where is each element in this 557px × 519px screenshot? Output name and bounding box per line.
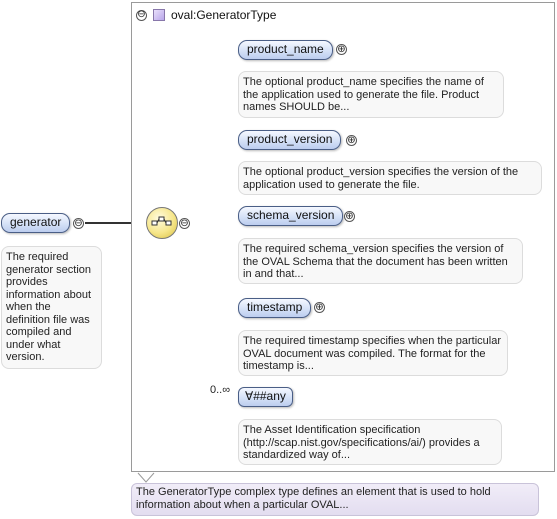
schema-version-doc [238, 238, 523, 284]
timestamp-expand-icon[interactable]: ⊕ [315, 301, 324, 313]
element-product-version-label: product_version [247, 132, 333, 146]
sequence-compositor[interactable] [146, 207, 178, 239]
element-product-name-label: product_name [247, 42, 324, 56]
root-element[interactable] [1, 213, 70, 233]
product-version-doc-text: The optional product_version specifies the version of the application used to generate the file. [243, 166, 519, 191]
doc-callout-pointer [138, 473, 154, 482]
root-doc-text: The required generator section provides information about when the definition file was compiled and under what version. [6, 251, 91, 363]
product-version-doc [238, 161, 542, 195]
element-schema-version-label: schema_version [247, 208, 335, 222]
root-doc [1, 246, 102, 369]
sequence-collapse-icon[interactable]: ⊖ [180, 217, 189, 229]
product-version-expand-icon[interactable]: ⊕ [347, 134, 356, 146]
root-collapse-icon[interactable]: ⊖ [74, 217, 83, 229]
element-any-label: ∀##any [245, 389, 286, 403]
timestamp-doc [238, 330, 508, 376]
element-product-name[interactable] [238, 40, 333, 60]
any-cardinality: 0..∞ [210, 384, 231, 396]
type-header [136, 7, 276, 23]
schema-version-doc-text: The required schema_version specifies the version of the OVAL Schema that the document has been written in and that... [243, 243, 508, 280]
type-name: oval:GeneratorType [171, 8, 277, 22]
element-timestamp-label: timestamp [247, 300, 303, 314]
element-any[interactable] [238, 387, 293, 407]
element-schema-version[interactable] [238, 206, 343, 226]
element-product-version[interactable] [238, 130, 341, 150]
timestamp-doc-text: The required timestamp specifies when the particular OVAL document was compiled. The format for the timestamp is... [243, 335, 502, 372]
element-timestamp[interactable] [238, 298, 311, 318]
product-name-doc-text: The optional product_name specifies the name of the application used to generate the file. Product names SHOULD be... [243, 76, 484, 113]
product-name-doc [238, 71, 504, 118]
any-doc-text: The Asset Identification specification (http://scap.nist.gov/specifications/ai/) provides a standardized way of... [243, 424, 480, 461]
product-name-expand-icon[interactable]: ⊕ [337, 43, 346, 55]
sequence-compositor-icon [147, 208, 176, 237]
type-doc-text: The GeneratorType complex type defines an element that is used to hold information about when a particular OVAL... [136, 486, 491, 511]
type-doc [131, 483, 539, 516]
root-element-label: generator [10, 215, 62, 229]
schema-version-expand-icon[interactable]: ⊕ [345, 210, 354, 222]
any-doc [238, 419, 502, 465]
type-collapse-icon[interactable]: ⊖ [137, 9, 146, 20]
complex-type-icon [153, 9, 165, 21]
